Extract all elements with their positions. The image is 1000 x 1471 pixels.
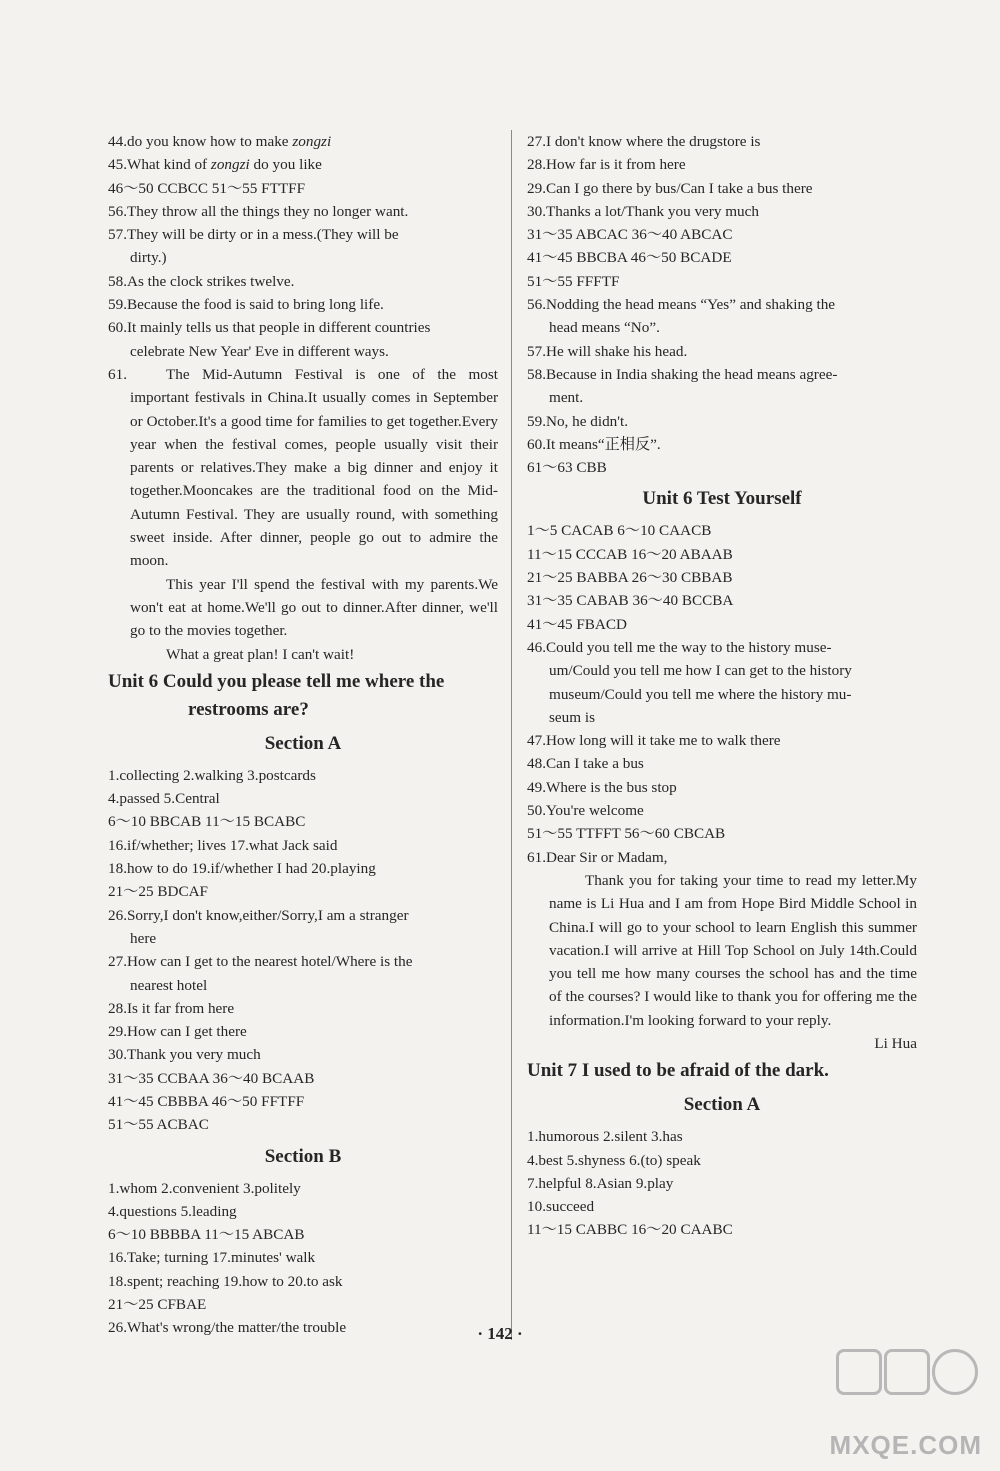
section-a-26: 26.Sorry,I don't know,either/Sorry,I am a stranger [108,906,409,924]
section-a-18: 18.how to do 19.if/whether I had 20.playing [108,860,376,878]
section-a-51: 51～55 ACBAC [108,1116,209,1134]
answer-28: 28.How far is it from here [527,156,686,174]
essay-paragraph-3: What a great plan! I can't wait! [166,645,355,663]
site-watermark [829,1345,982,1465]
answer-46-55: 46～50 CCBCC 51～55 FTTFF [108,179,306,197]
section-b-6: 6～10 BBBBA 11～15 ABCAB [108,1226,305,1244]
test-51: 51～55 TTFFT 56～60 CBCAB [527,825,726,843]
test-46-cont3: seum is [549,708,595,726]
answer-site-logo-icon [884,1349,930,1395]
answer-58-cont: ment. [549,389,584,407]
section-a-21: 21～25 BDCAF [108,883,209,901]
answer-41: 41～45 BBCBA 46～50 BCADE [527,249,732,267]
section-b-16: 16.Take; turning 17.minutes' walk [108,1249,316,1267]
right-column [527,130,917,1242]
unit7-heading: Unit 7 I used to be afraid of the dark. [527,1060,829,1082]
letter-body: Thank you for taking your time to read my letter.My name is Li Hua and I am from Hope Bird Middle School in China.I will go to your school to learn English this summer vacation.I will arrive at Hill Top School on July 14th.Could you tell me how many courses the school has and the time of the courses? I would like to thank you for offering me the information.I'm looking forward to your reply. [549,871,917,1029]
answer-57-cont: dirty.) [130,249,167,267]
answer-30: 30.Thanks a lot/Thank you very much [527,202,759,220]
section-a-31: 31～35 CCBAA 36～40 BCAAB [108,1069,315,1087]
answer-site-logo-icon [932,1349,978,1395]
left-column [108,130,498,1340]
answer-44: 44.do you know how to make zongzi [108,133,332,150]
section-a-6: 6～10 BBCAB 11～15 BCABC [108,813,306,831]
test-yourself-heading: Unit 6 Test Yourself [642,488,802,510]
section-a-29: 29.How can I get there [108,1023,247,1041]
section-b-heading: Section B [264,1145,342,1167]
unit7-section-a-heading: Section A [683,1094,761,1116]
answer-61-essay [108,363,498,666]
section-a-27-cont: nearest hotel [130,976,208,994]
answer-60-cont: celebrate New Year' Eve in different ways. [130,342,389,360]
section-a-41: 41～45 CBBBA 46～50 FFTFF [108,1092,305,1110]
answer-61: 61～63 CBB [527,459,607,477]
unit6-heading: Unit 6 Could you please tell me where the restrooms are? [108,670,445,720]
test-49: 49.Where is the bus stop [527,778,677,796]
test-46-cont2: museum/Could you tell me where the history mu- [549,685,852,703]
unit7-a-1: 1.humorous 2.silent 3.has [527,1128,683,1146]
section-a-30: 30.Thank you very much [108,1046,261,1064]
test-46-cont1: um/Could you tell me how I can get to the history [549,662,852,680]
section-b-18: 18.spent; reaching 19.how to 20.to ask [108,1272,343,1290]
answer-57: 57.He will shake his head. [527,342,688,360]
answer-45: 45.What kind of zongzi do you like [108,156,322,174]
answer-site-logo-icon [836,1349,882,1395]
test-47: 47.How long will it take me to walk there [527,732,781,750]
answer-56-cont: head means “No”. [549,319,660,337]
answer-31: 31～35 ABCAC 36～40 ABCAC [527,226,733,244]
test-46: 46.Could you tell me the way to the history muse- [527,638,832,656]
section-a-28: 28.Is it far from here [108,999,235,1017]
unit7-a-11: 11～15 CABBC 16～20 CAABC [527,1221,733,1239]
section-b-21: 21～25 CFBAE [108,1296,207,1314]
answer-60: 60.It mainly tells us that people in different countries [108,319,431,337]
section-a-heading: Section A [264,732,342,754]
answer-51: 51～55 FFFTF [527,272,620,290]
section-a-27: 27.How can I get to the nearest hotel/Where is the [108,953,413,971]
test-48: 48.Can I take a bus [527,755,644,773]
answer-56: 56.Nodding the head means “Yes” and shaking the [527,296,836,314]
essay-first-line: The Mid-Autumn Festival is one of the most [166,365,498,383]
test-61: 61.Dear Sir or Madam, [527,848,668,866]
unit7-a-10: 10.succeed [527,1198,595,1216]
section-a-26-cont: here [130,929,157,947]
answer-61-number: 61. [108,365,127,383]
section-b-26: 26.What's wrong/the matter/the trouble [108,1319,347,1337]
page-number: · 142 · [477,1324,523,1343]
answer-60: 60.It means“正相反”. [527,435,661,453]
answer-59: 59.No, he didn't. [527,412,629,430]
essay-paragraph-1: important festivals in China.It usually comes in September or October.It's a good time for families to get together.Every year when the festival comes, people usually visit their parents or relatives.They make a big dinner and enjoy it together.Mooncakes are the traditional food on the Mid-Autumn Festival. They are usually round, with something sweet inside. After dinner, people go out to admire the moon. [130,389,498,570]
answer-56: 56.They throw all the things they no longer want. [108,202,409,220]
section-b-1: 1.whom 2.convenient 3.politely [108,1179,301,1197]
test-11: 11～15 CCCAB 16～20 ABAAB [527,545,733,563]
column-divider [511,130,512,1340]
watermark-text: MXQE.COM [829,1430,982,1460]
section-a-16: 16.if/whether; lives 17.what Jack said [108,836,338,854]
answer-29: 29.Can I go there by bus/Can I take a bus there [527,179,813,197]
section-a-1: 1.collecting 2.walking 3.postcards [108,766,316,784]
test-21: 21～25 BABBA 26～30 CBBAB [527,569,733,587]
answer-58: 58.As the clock strikes twelve. [108,272,295,290]
test-1: 1～5 CACAB 6～10 CAACB [527,522,712,540]
section-a-4: 4.passed 5.Central [108,790,220,808]
letter-signature: Li Hua [874,1034,917,1052]
test-50: 50.You're welcome [527,802,644,820]
essay-paragraph-2: This year I'll spend the festival with my parents.We won't eat at home.We'll go out to dinner.After dinner, we'll go to the movies together. [130,575,498,640]
test-31: 31～35 CABAB 36～40 BCCBA [527,592,734,610]
unit7-a-4: 4.best 5.shyness 6.(to) speak [527,1151,701,1169]
unit7-a-7: 7.helpful 8.Asian 9.play [527,1174,674,1192]
answer-59: 59.Because the food is said to bring long life. [108,296,384,314]
answer-58: 58.Because in India shaking the head means agree- [527,365,838,383]
answer-57: 57.They will be dirty or in a mess.(They will be [108,226,399,244]
section-b-4: 4.questions 5.leading [108,1202,237,1220]
answer-27: 27.I don't know where the drugstore is [527,133,761,150]
test-41: 41～45 FBACD [527,615,628,633]
